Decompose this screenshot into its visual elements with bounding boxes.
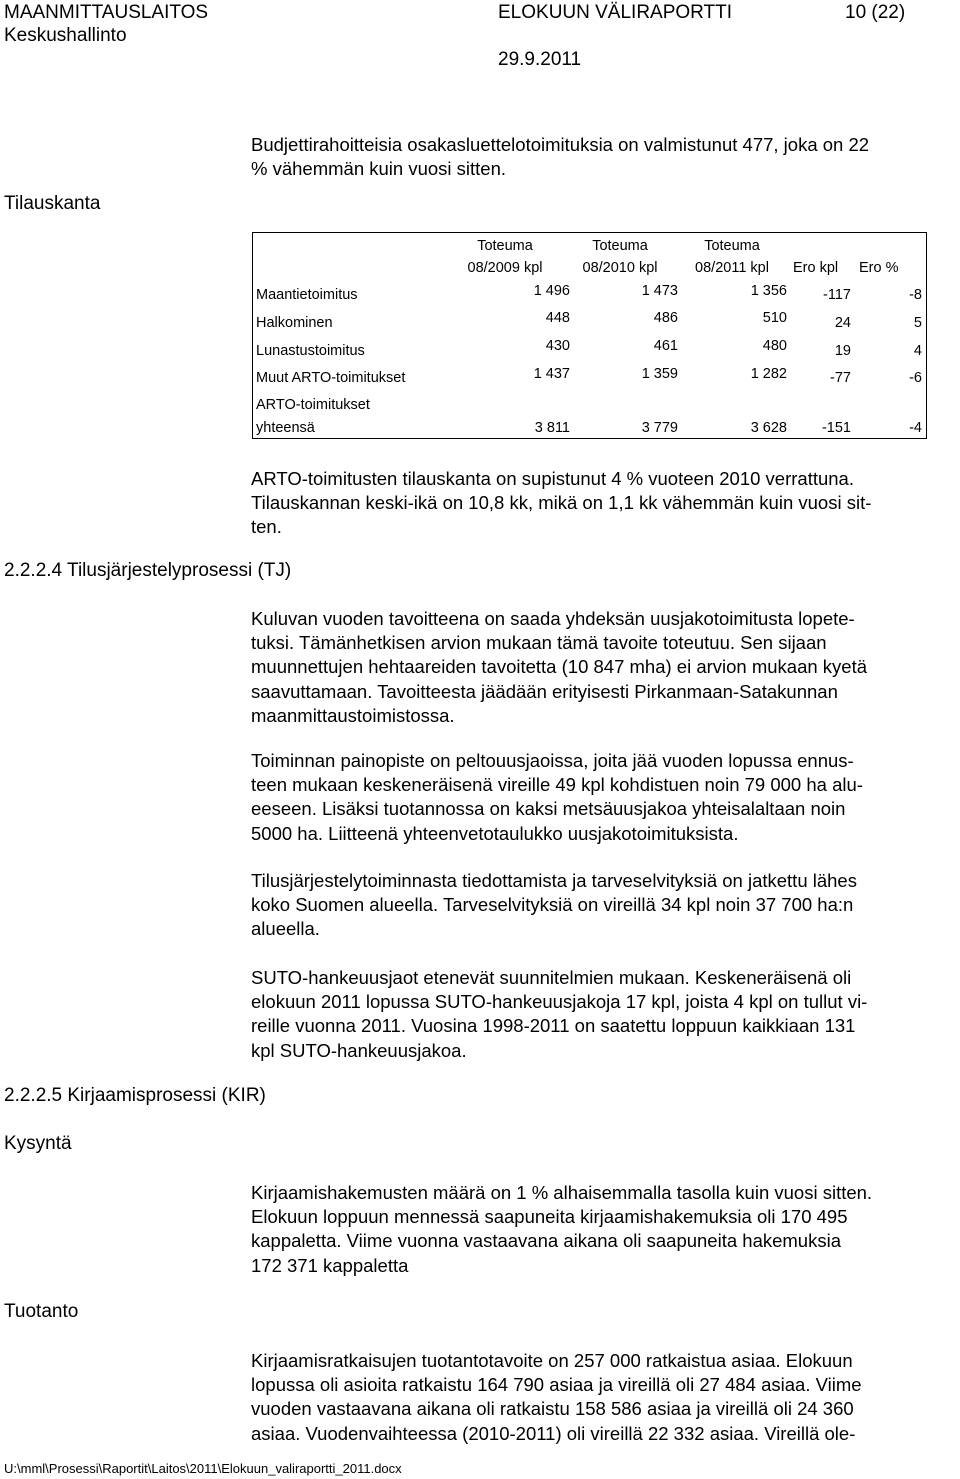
table-cell: 3 811 <box>534 420 570 436</box>
text-line: kappaletta. Viime vuonna vastaavana aikana oli saapuneita hakemuksia <box>251 1230 841 1252</box>
col-header-2010-bottom: 08/2010 kpl <box>582 260 658 276</box>
table-cell: 1 356 <box>750 283 787 299</box>
table-cell: 430 <box>545 338 570 354</box>
toimitukset-table <box>0 0 960 440</box>
col-header-ero-pct: Ero % <box>859 260 899 276</box>
text-line: maanmittaustoimistossa. <box>251 704 455 726</box>
text-line: Tilauskannan keski-ikä on 10,8 kk, mikä on 1,1 kk vähemmän kuin vuosi sit- <box>251 492 872 514</box>
header-org: MAANMITTAUSLAITOS <box>4 2 209 23</box>
header-page-number: 10 (22) <box>845 2 906 23</box>
paragraph-kysynta <box>251 1181 956 1278</box>
table-row-label: Maantietoimitus <box>256 287 358 303</box>
paragraph-tj-tavoite <box>251 607 956 728</box>
text-line: ten. <box>251 516 282 538</box>
col-header-2011-top: Toteuma <box>704 238 760 254</box>
table-row-label: Lunastustoimitus <box>256 343 365 359</box>
table-total-label: ARTO-toimitukset <box>256 397 370 413</box>
section-heading-tj: 2.2.2.4 Tilusjärjestelyprosessi (TJ) <box>4 560 292 581</box>
text-line: Kuluvan vuoden tavoitteena on saada yhdeksän uusjakotoimitusta lopete- <box>251 608 855 629</box>
table-cell: 19 <box>834 343 851 359</box>
text-line: % vähemmän kuin vuosi sitten. <box>251 158 507 180</box>
table-cell: -4 <box>909 420 922 436</box>
table-cell: -6 <box>909 370 922 386</box>
paragraph-tuotanto <box>251 1349 956 1446</box>
table-total-label: yhteensä <box>256 420 315 436</box>
text-line: Toiminnan painopiste on peltouusjaoissa, joita jää vuoden lopussa ennus- <box>251 750 854 771</box>
text-line: eeseen. Lisäksi tuotannossa on kaksi metsäuusjakoa yhteisalaltaan noin <box>251 798 846 820</box>
text-line: reille vuonna 2011. Vuosina 1998-2011 on saatettu loppuun kaikkiaan 131 <box>251 1015 856 1037</box>
table-cell: -8 <box>909 287 922 303</box>
table-cell: 1 282 <box>750 366 787 382</box>
col-header-ero-kpl: Ero kpl <box>793 260 839 276</box>
table-cell: 486 <box>653 310 678 326</box>
text-line: asiaa. Vuodenvaihteessa (2010-2011) oli vireillä 22 332 asiaa. Vireillä ole- <box>251 1422 856 1444</box>
col-header-2011-bottom: 08/2011 kpl <box>695 260 769 276</box>
paragraph-tj-suto <box>251 966 956 1063</box>
text-line: Kirjaamisratkaisujen tuotantotavoite on 257 000 ratkaistua asiaa. Elokuun <box>251 1350 853 1371</box>
text-line: Budjettirahoitteisia osakasluettelotoimituksia on valmistunut 477, joka on 22 <box>251 134 870 155</box>
text-line: tuksi. Tämänhetkisen arvion mukaan tämä tavoite toteutuu. Sen sijaan <box>251 632 827 654</box>
table-cell: 4 <box>913 343 922 359</box>
table-cell: 3 779 <box>641 420 678 436</box>
text-line: muunnettujen hehtaareiden tavoitetta (10 847 mha) ei arvion mukaan kyetä <box>251 656 868 678</box>
col-header-2009-top: Toteuma <box>477 238 533 254</box>
text-line: alueella. <box>251 918 320 940</box>
header-report-title: ELOKUUN VÄLIRAPORTTI <box>498 2 733 23</box>
table-cell: -77 <box>830 370 851 386</box>
paragraph-tj-tiedottaminen <box>251 869 956 942</box>
table-cell: 448 <box>545 310 570 326</box>
text-line: ARTO-toimitusten tilauskanta on supistunut 4 % vuoteen 2010 verrattuna. <box>251 468 854 489</box>
table-cell: 1 473 <box>641 283 678 299</box>
table-row-label: Halkominen <box>256 315 333 331</box>
text-line: 172 371 kappaletta <box>251 1254 409 1276</box>
table-cell: 24 <box>834 315 851 331</box>
table-cell: 480 <box>762 338 787 354</box>
text-line: saavuttamaan. Tavoitteesta jäädään erityisesti Pirkanmaan-Satakunnan <box>251 680 838 702</box>
side-heading-tilauskanta: Tilauskanta <box>4 193 101 214</box>
table-cell: -151 <box>821 420 851 436</box>
table-cell: 1 359 <box>641 366 678 382</box>
table-cell: -117 <box>823 287 851 303</box>
header-unit: Keskushallinto <box>4 25 127 46</box>
text-line: teen mukaan keskeneräisenä vireille 49 kpl kohdistuen noin 79 000 ha alu- <box>251 774 863 796</box>
text-line: Tilusjärjestelytoiminnasta tiedottamista ja tarveselvityksiä on jatkettu lähes <box>251 870 857 891</box>
text-line: Kirjaamishakemusten määrä on 1 % alhaisemmalla tasolla kuin vuosi sitten. <box>251 1182 873 1203</box>
table-cell: 1 496 <box>533 283 570 299</box>
col-header-2010-top: Toteuma <box>592 238 648 254</box>
paragraph-arto-tilauskanta <box>251 467 956 540</box>
side-heading-tuotanto: Tuotanto <box>4 1301 79 1322</box>
section-heading-kir: 2.2.2.5 Kirjaamisprosessi (KIR) <box>4 1085 266 1106</box>
text-line: elokuun 2011 lopussa SUTO-hankeuusjakoja 17 kpl, joista 4 kpl on tullut vi- <box>251 991 868 1013</box>
table-cell: 461 <box>653 338 678 354</box>
header-date: 29.9.2011 <box>498 49 582 70</box>
text-line: SUTO-hankeuusjaot etenevät suunnitelmien mukaan. Keskeneräisenä oli <box>251 967 852 988</box>
text-line: vuoden vastaavana aikana oli ratkaistu 158 586 asiaa ja vireillä oli 24 360 <box>251 1398 854 1420</box>
text-line: koko Suomen alueella. Tarveselvityksiä on vireillä 34 kpl noin 37 700 ha:n <box>251 894 854 916</box>
table-cell: 3 628 <box>750 420 787 436</box>
text-line: kpl SUTO-hankeuusjakoa. <box>251 1039 467 1061</box>
table-cell: 510 <box>762 310 787 326</box>
text-line: Elokuun loppuun mennessä saapuneita kirjaamishakemuksia oli 170 495 <box>251 1206 848 1228</box>
footer-file-path: U:\mml\Prosessi\Raportit\Laitos\2011\Elokuun_valiraportti_2011.docx <box>4 1461 402 1476</box>
side-heading-kysynta: Kysyntä <box>4 1133 72 1154</box>
paragraph-tj-painopiste <box>251 749 956 846</box>
text-line: lopussa oli asioita ratkaistu 164 790 asiaa ja vireillä oli 27 484 asiaa. Viime <box>251 1374 862 1396</box>
table-cell: 5 <box>913 315 922 331</box>
col-header-2009-bottom: 08/2009 kpl <box>467 260 543 276</box>
table-row-label: Muut ARTO-toimitukset <box>256 370 406 386</box>
text-line: 5000 ha. Liitteenä yhteenvetotaulukko uusjakotoimituksista. <box>251 822 739 844</box>
table-cell: 1 437 <box>533 366 570 382</box>
